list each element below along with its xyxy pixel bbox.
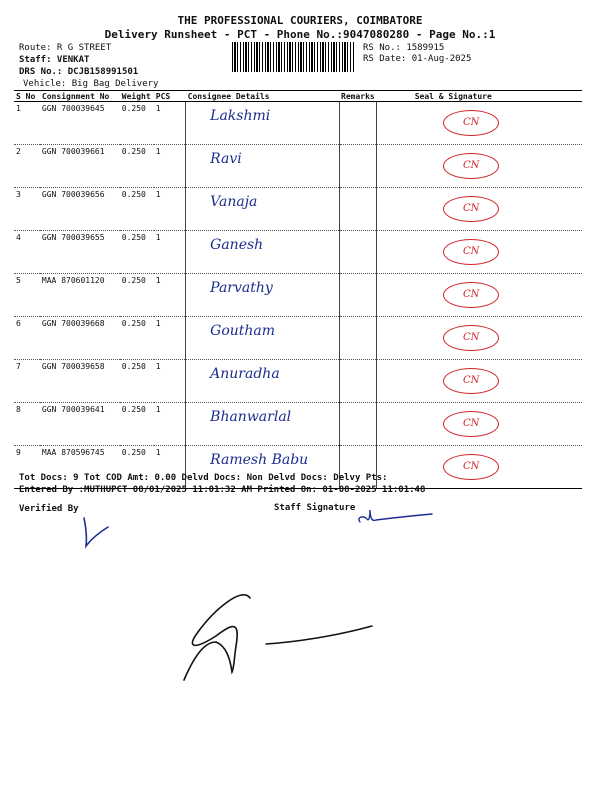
cell-sno: 1 <box>14 102 40 145</box>
cell-seal <box>377 360 582 403</box>
table-row <box>14 360 582 403</box>
cell-pcs: 1 <box>154 231 186 274</box>
consignee-signature: Ravi <box>210 151 242 167</box>
table-row <box>14 274 582 317</box>
cell-consignee <box>186 188 339 231</box>
cell-sno: 2 <box>14 145 40 188</box>
cell-consignment: GGN 700039658 <box>40 360 120 403</box>
cell-remarks <box>339 274 377 317</box>
cell-pcs: 1 <box>154 274 186 317</box>
col-seal: Seal & Signature <box>377 91 582 102</box>
cell-weight: 0.250 <box>120 403 154 446</box>
cell-remarks <box>339 231 377 274</box>
seal-stamp: CN <box>443 411 499 437</box>
table-row <box>14 231 582 274</box>
cell-consignment: GGN 700039656 <box>40 188 120 231</box>
cell-seal <box>377 317 582 360</box>
cell-sno: 8 <box>14 403 40 446</box>
cell-weight: 0.250 <box>120 145 154 188</box>
col-sno: S No <box>14 91 40 102</box>
route-label: Route: R G STREET <box>19 43 112 53</box>
cell-sno: 9 <box>14 446 40 489</box>
consignee-signature: Anuradha <box>210 366 280 382</box>
staff-signature-label: Staff Signature <box>274 503 356 513</box>
cell-sno: 3 <box>14 188 40 231</box>
cell-pcs: 1 <box>154 102 186 145</box>
cell-remarks <box>339 188 377 231</box>
cell-sno: 5 <box>14 274 40 317</box>
cell-remarks <box>339 403 377 446</box>
cell-remarks <box>339 145 377 188</box>
cell-pcs: 1 <box>154 188 186 231</box>
table-row <box>14 403 582 446</box>
table-row <box>14 188 582 231</box>
cell-consignee <box>186 403 339 446</box>
consignee-signature: Parvathy <box>210 280 273 296</box>
cell-remarks <box>339 317 377 360</box>
cell-pcs: 1 <box>154 403 186 446</box>
cell-weight: 0.250 <box>120 317 154 360</box>
cell-weight: 0.250 <box>120 102 154 145</box>
cell-consignment: GGN 700039661 <box>40 145 120 188</box>
cell-weight: 0.250 <box>120 274 154 317</box>
table-row <box>14 317 582 360</box>
company-title: THE PROFESSIONAL COURIERS, COIMBATORE <box>177 14 423 27</box>
consignee-signature: Goutham <box>210 323 276 339</box>
cell-weight: 0.250 <box>120 231 154 274</box>
seal-stamp: CN <box>443 368 499 394</box>
seal-stamp: CN <box>443 325 499 351</box>
cell-remarks <box>339 102 377 145</box>
seal-stamp: CN <box>443 239 499 265</box>
barcode <box>232 42 354 72</box>
cell-seal <box>377 274 582 317</box>
seal-stamp: CN <box>443 282 499 308</box>
col-remarks: Remarks <box>341 91 375 101</box>
cell-seal <box>377 446 582 489</box>
cell-remarks <box>339 360 377 403</box>
col-pcs: PCS <box>154 91 186 102</box>
rs-number: RS No.: 1589915 <box>363 43 445 53</box>
cell-consignee <box>186 317 339 360</box>
cell-consignment: GGN 700039655 <box>40 231 120 274</box>
rs-date: RS Date: 01-Aug-2025 <box>363 54 472 64</box>
staff-label: Staff: VENKAT <box>19 55 90 65</box>
cell-weight: 0.250 <box>120 360 154 403</box>
consignee-signature: Ganesh <box>210 237 264 253</box>
col-consignee: Consignee Details <box>186 91 339 102</box>
cell-sno: 7 <box>14 360 40 403</box>
cell-seal <box>377 145 582 188</box>
cell-consignment: GGN 700039641 <box>40 403 120 446</box>
handwritten-signature <box>176 588 382 686</box>
consignee-signature: Vanaja <box>210 194 258 210</box>
cell-consignee <box>186 274 339 317</box>
consignee-signature: Bhanwarlal <box>210 409 292 425</box>
cell-seal <box>377 188 582 231</box>
verified-signature <box>78 514 118 550</box>
cell-consignment: MAA 870596745 <box>40 446 120 489</box>
consignee-signature: Lakshmi <box>210 108 271 124</box>
table-row <box>14 145 582 188</box>
seal-stamp: CN <box>443 153 499 179</box>
cell-seal <box>377 403 582 446</box>
cell-pcs: 1 <box>154 360 186 403</box>
cell-consignment: MAA 870601120 <box>40 274 120 317</box>
seal-stamp: CN <box>443 110 499 136</box>
table-row <box>14 102 582 145</box>
runsheet-subtitle: Delivery Runsheet - PCT - Phone No.:9047080280 - Page No.:1 <box>104 28 496 41</box>
cell-seal <box>377 231 582 274</box>
cell-consignee <box>186 145 339 188</box>
cell-consignment: GGN 700039645 <box>40 102 120 145</box>
drs-label: DRS No.: DCJB158991501 <box>19 67 139 77</box>
seal-stamp: CN <box>443 454 499 480</box>
cell-sno: 4 <box>14 231 40 274</box>
cell-consignee <box>186 360 339 403</box>
cell-pcs: 1 <box>154 145 186 188</box>
cell-pcs: 1 <box>154 446 186 489</box>
cell-pcs: 1 <box>154 317 186 360</box>
consignee-signature: Ramesh Babu <box>210 452 309 468</box>
staff-signature <box>352 506 436 528</box>
seal-stamp: CN <box>443 196 499 222</box>
runsheet-table <box>14 90 582 489</box>
cell-consignee <box>186 102 339 145</box>
col-weight: Weight <box>120 91 154 102</box>
cell-seal <box>377 102 582 145</box>
table-header-row <box>14 91 582 102</box>
totals-line: Tot Docs: 9 Tot COD Amt: 0.00 Delvd Docs: Non Delvd Docs: Delvy Pts: <box>19 473 388 483</box>
cell-consignee <box>186 231 339 274</box>
vehicle-label: Vehicle: Big Bag Delivery <box>23 79 159 89</box>
cell-consignment: GGN 700039668 <box>40 317 120 360</box>
verified-by-label: Verified By <box>19 504 79 514</box>
cell-weight: 0.250 <box>120 446 154 489</box>
entered-line: Entered By :MUTHUPCT 08/01/2025 11:01:32 AM Printed On: 01-08-2025 11:01:48 <box>19 485 426 495</box>
cell-sno: 6 <box>14 317 40 360</box>
cell-weight: 0.250 <box>120 188 154 231</box>
col-consignment: Consignment No <box>40 91 120 102</box>
